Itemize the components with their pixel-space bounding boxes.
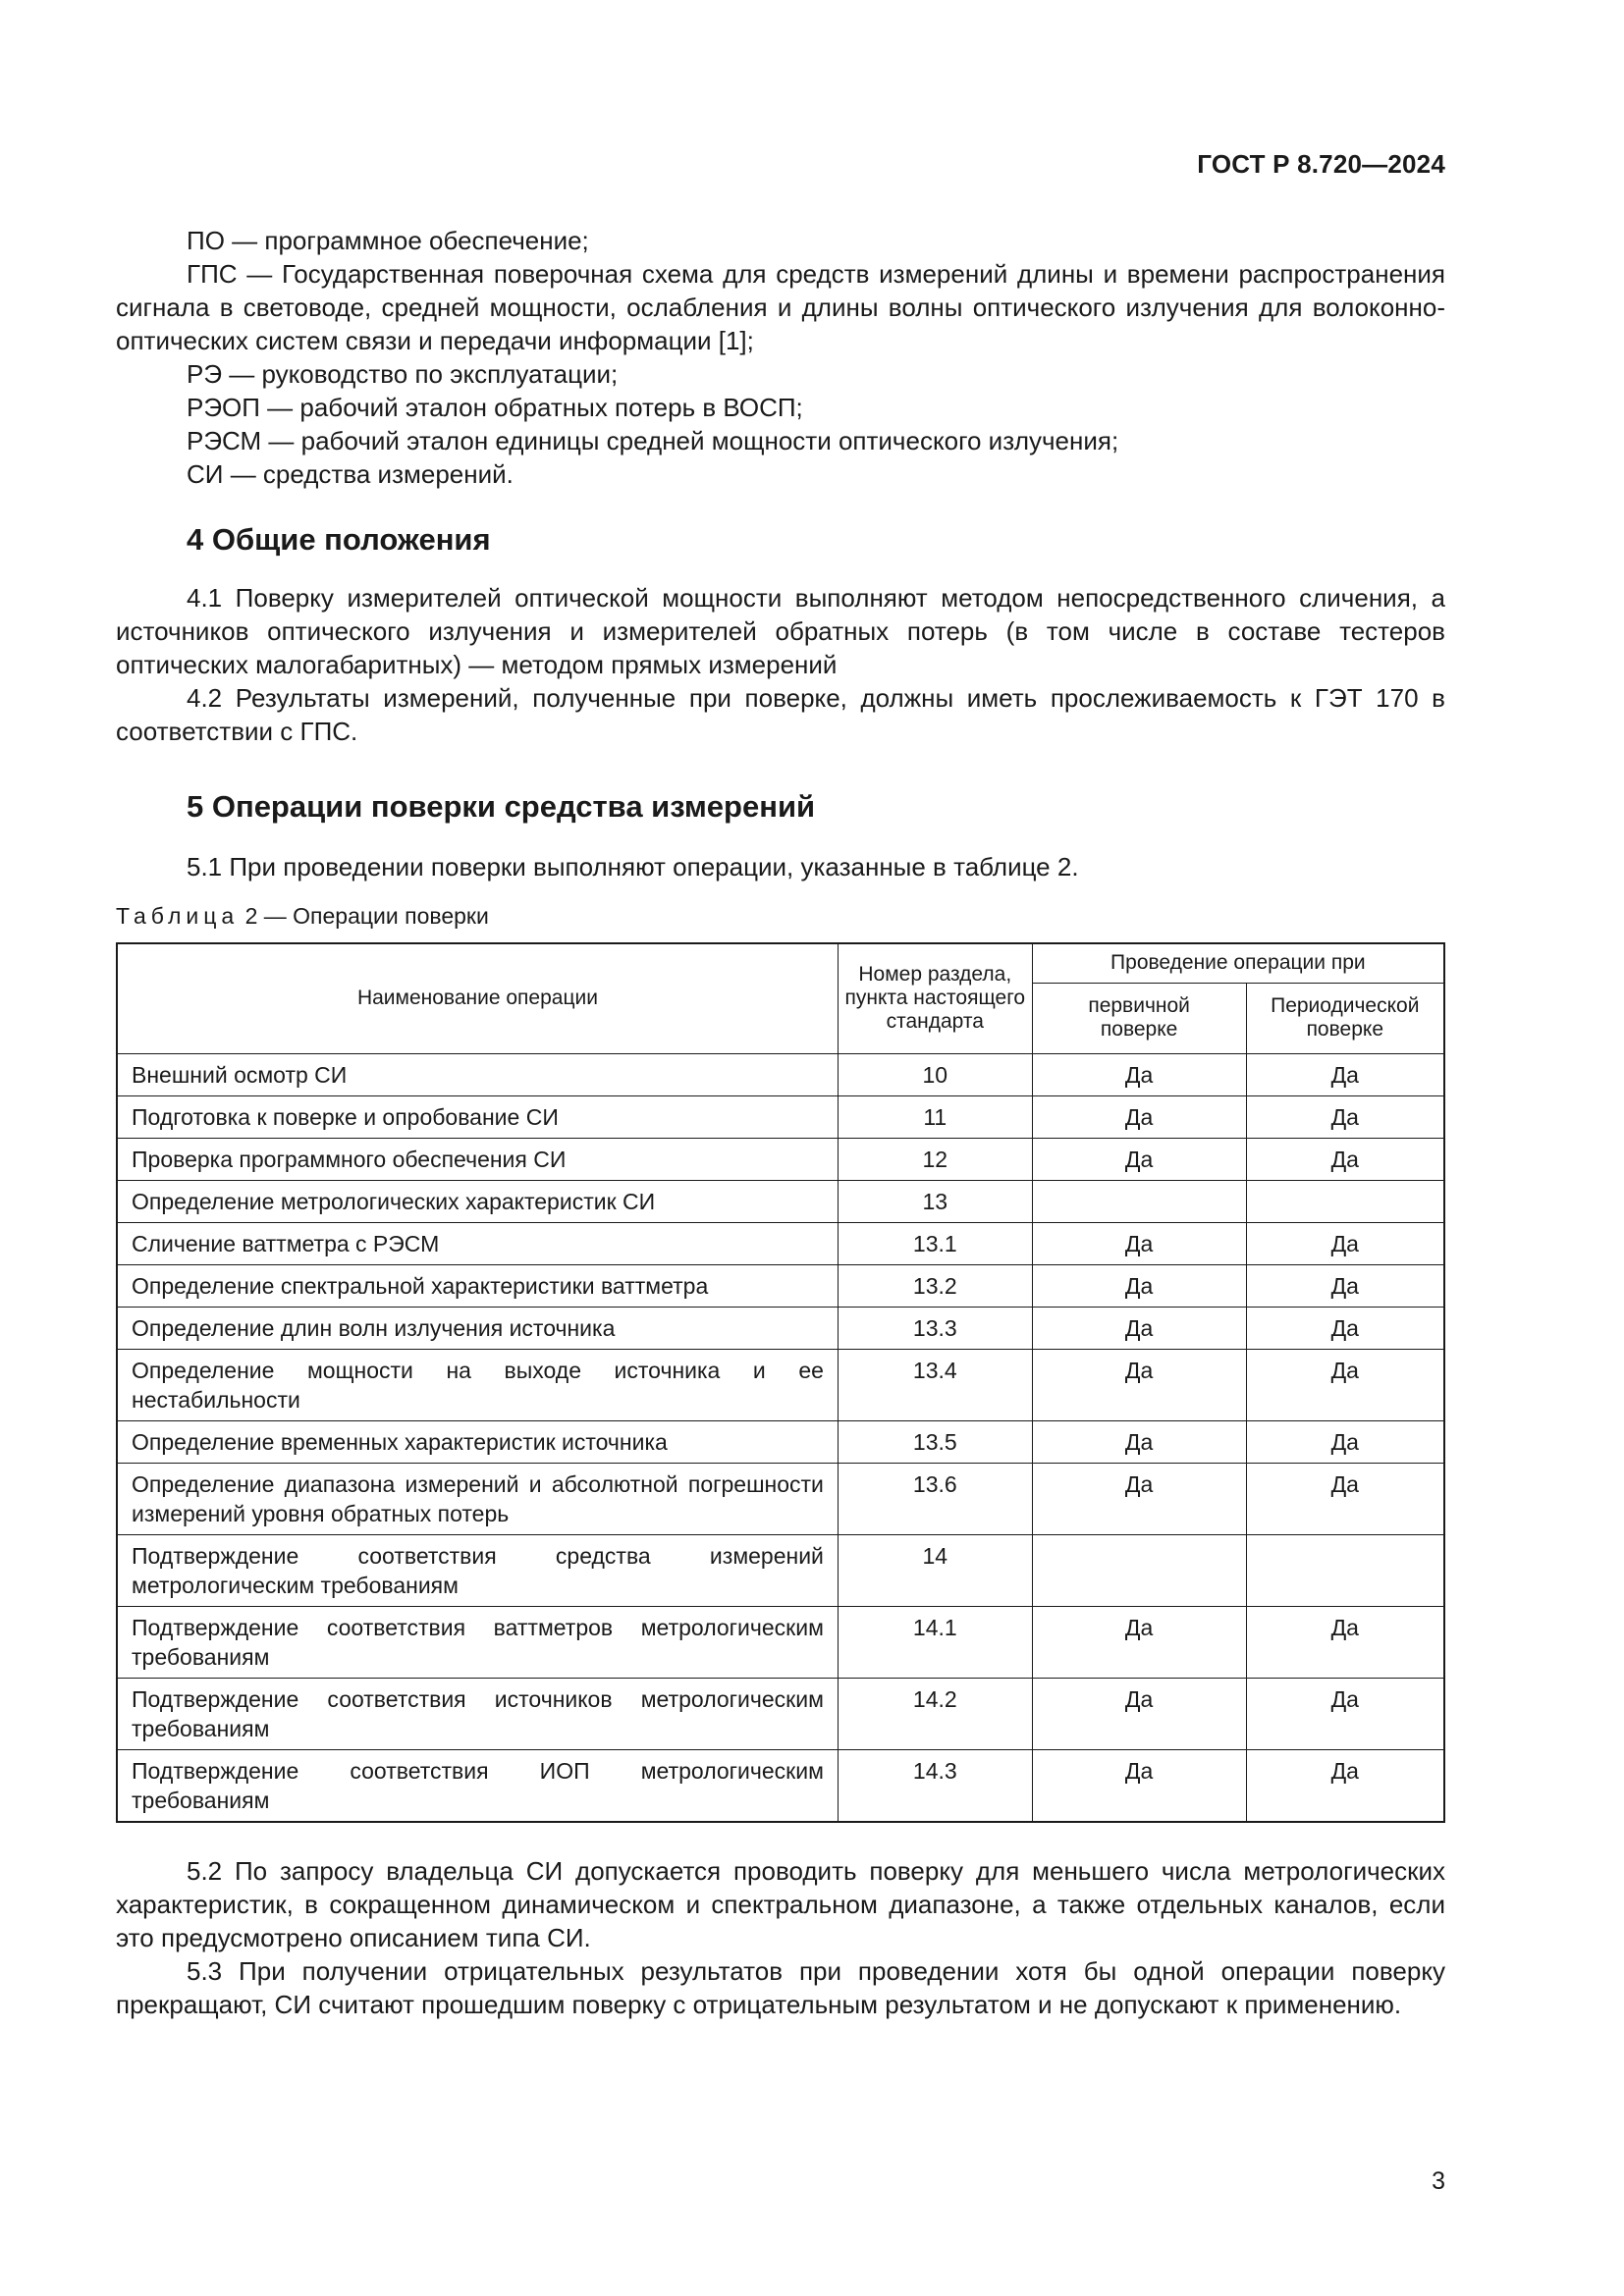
operation-name-cell: Сличение ваттметра с РЭСМ <box>117 1222 838 1264</box>
primary-verification-cell: Да <box>1032 1222 1246 1264</box>
operations-table-body <box>117 1053 1444 1822</box>
table-row <box>117 1420 1444 1463</box>
section-number-cell: 13.2 <box>838 1264 1032 1307</box>
section-number-cell: 11 <box>838 1095 1032 1138</box>
header-primary-verification: первичной поверке <box>1032 983 1246 1053</box>
table-row <box>117 1678 1444 1749</box>
section-number-cell: 13 <box>838 1180 1032 1222</box>
periodic-verification-cell <box>1246 1534 1444 1606</box>
periodic-verification-cell: Да <box>1246 1749 1444 1822</box>
primary-verification-cell: Да <box>1032 1264 1246 1307</box>
section-number-cell: 14.1 <box>838 1606 1032 1678</box>
section-number-cell: 14 <box>838 1534 1032 1606</box>
document-code: ГОСТ Р 8.720—2024 <box>1197 149 1445 179</box>
periodic-verification-cell: Да <box>1246 1053 1444 1095</box>
header-conduct-operation: Проведение операции при <box>1032 943 1444 983</box>
abbreviation-resm: РЭСМ — рабочий эталон единицы средней мощности оптического излучения; <box>187 426 1119 455</box>
table-row <box>117 1264 1444 1307</box>
operation-name-cell: Подтверждение соответствия ИОП метрологическим требованиям <box>117 1749 838 1822</box>
section-number-cell: 13.1 <box>838 1222 1032 1264</box>
abbreviation-reop: РЭОП — рабочий эталон обратных потерь в ВОСП; <box>187 393 803 422</box>
abbreviation-po: ПО — программное обеспечение; <box>187 226 589 255</box>
table-row <box>117 1349 1444 1420</box>
primary-verification-cell <box>1032 1534 1246 1606</box>
periodic-verification-cell: Да <box>1246 1222 1444 1264</box>
page-number: 3 <box>1432 2167 1445 2195</box>
primary-verification-cell <box>1032 1180 1246 1222</box>
primary-verification-cell: Да <box>1032 1678 1246 1749</box>
section-number-cell: 13.4 <box>838 1349 1032 1420</box>
section-number-cell: 13.5 <box>838 1420 1032 1463</box>
section-5-2-paragraph: 5.2 По запросу владельца СИ допускается проводить поверку для меньшего числа метрологических характеристик, в сокращенном динамическом и спектральном диапазоне, а также отдельных каналов, если это предусмотрено описанием типа СИ. <box>116 1855 1445 1952</box>
operation-name-cell: Подтверждение соответствия источников метрологическим требованиям <box>117 1678 838 1749</box>
section-5-1-paragraph: 5.1 При проведении поверки выполняют операции, указанные в таблице 2. <box>187 852 1079 881</box>
operation-name-cell: Определение метрологических характеристик СИ <box>117 1180 838 1222</box>
operation-name-cell: Определение спектральной характеристики ваттметра <box>117 1264 838 1307</box>
page-content <box>116 224 1445 2021</box>
operations-table <box>116 942 1445 1823</box>
section-5-3-paragraph: 5.3 При получении отрицательных результатов при проведении хотя бы одной операции поверку прекращают, СИ считают прошедшим поверку с отрицательным результатом и не допускают к применению. <box>116 1955 1445 2019</box>
periodic-verification-cell: Да <box>1246 1420 1444 1463</box>
table-row <box>117 1606 1444 1678</box>
section-number-cell: 12 <box>838 1138 1032 1180</box>
section-number-cell: 13.3 <box>838 1307 1032 1349</box>
operation-name-cell: Определение диапазона измерений и абсолютной погрешности измерений уровня обратных потерь <box>117 1463 838 1534</box>
operation-name-cell: Определение мощности на выходе источника и ее нестабильности <box>117 1349 838 1420</box>
header-section-number: Номер раздела, пункта настоящего стандарта <box>838 943 1032 1053</box>
operation-name-cell: Проверка программного обеспечения СИ <box>117 1138 838 1180</box>
table-row <box>117 1463 1444 1534</box>
after-table-text <box>116 1854 1445 2021</box>
operation-name-cell: Внешний осмотр СИ <box>117 1053 838 1095</box>
abbreviation-si: СИ — средства измерений. <box>187 459 514 489</box>
section-number-cell: 13.6 <box>838 1463 1032 1534</box>
primary-verification-cell: Да <box>1032 1095 1246 1138</box>
primary-verification-cell: Да <box>1032 1307 1246 1349</box>
table-row <box>117 1534 1444 1606</box>
primary-verification-cell: Да <box>1032 1420 1246 1463</box>
operation-name-cell: Определение временных характеристик источника <box>117 1420 838 1463</box>
abbreviation-re: РЭ — руководство по эксплуатации; <box>187 359 619 389</box>
table-row <box>117 1222 1444 1264</box>
periodic-verification-cell <box>1246 1180 1444 1222</box>
operation-name-cell: Подтверждение соответствия средства измерений метрологическим требованиям <box>117 1534 838 1606</box>
table-row <box>117 1053 1444 1095</box>
periodic-verification-cell: Да <box>1246 1349 1444 1420</box>
header-operation-name: Наименование операции <box>117 943 838 1053</box>
operation-name-cell: Определение длин волн излучения источника <box>117 1307 838 1349</box>
operation-name-cell: Подготовка к поверке и опробование СИ <box>117 1095 838 1138</box>
periodic-verification-cell: Да <box>1246 1307 1444 1349</box>
table-caption-label: Таблица <box>116 903 240 929</box>
table-caption-title: 2 — Операции поверки <box>239 903 489 929</box>
primary-verification-cell: Да <box>1032 1138 1246 1180</box>
periodic-verification-cell: Да <box>1246 1678 1444 1749</box>
abbreviation-gps: ГПС — Государственная поверочная схема для средств измерений длины и времени распространения сигнала в световоде, средней мощности, ослабления и длины волны оптического излучения для волоконно-оптических систем связи и передачи информации [1]; <box>116 259 1445 355</box>
section-4-1-paragraph: 4.1 Поверку измерителей оптической мощности выполняют методом непосредственного сличения, а источников оптического излучения и измерителей обратных потерь (в том числе в составе тестеров оптических малогабаритных) — методом прямых измерений <box>116 583 1445 679</box>
primary-verification-cell: Да <box>1032 1749 1246 1822</box>
section-number-cell: 10 <box>838 1053 1032 1095</box>
table-row <box>117 1307 1444 1349</box>
section-4-heading: 4 Общие положения <box>187 522 491 557</box>
header-periodic-verification: Периодической поверке <box>1246 983 1444 1053</box>
table-row <box>117 1095 1444 1138</box>
table-caption <box>116 901 1445 931</box>
table-row <box>117 1180 1444 1222</box>
primary-verification-cell: Да <box>1032 1606 1246 1678</box>
abbreviations-list <box>116 224 1445 491</box>
periodic-verification-cell: Да <box>1246 1606 1444 1678</box>
table-row <box>117 1749 1444 1822</box>
section-4-2-paragraph: 4.2 Результаты измерений, полученные при поверке, должны иметь прослеживаемость к ГЭТ 170 в соответствии с ГПС. <box>116 683 1445 746</box>
periodic-verification-cell: Да <box>1246 1264 1444 1307</box>
operation-name-cell: Подтверждение соответствия ваттметров метрологическим требованиям <box>117 1606 838 1678</box>
primary-verification-cell: Да <box>1032 1463 1246 1534</box>
periodic-verification-cell: Да <box>1246 1138 1444 1180</box>
periodic-verification-cell: Да <box>1246 1095 1444 1138</box>
section-number-cell: 14.3 <box>838 1749 1032 1822</box>
section-number-cell: 14.2 <box>838 1678 1032 1749</box>
section-5-heading: 5 Операции поверки средства измерений <box>187 789 816 824</box>
primary-verification-cell: Да <box>1032 1349 1246 1420</box>
periodic-verification-cell: Да <box>1246 1463 1444 1534</box>
primary-verification-cell: Да <box>1032 1053 1246 1095</box>
table-row <box>117 1138 1444 1180</box>
